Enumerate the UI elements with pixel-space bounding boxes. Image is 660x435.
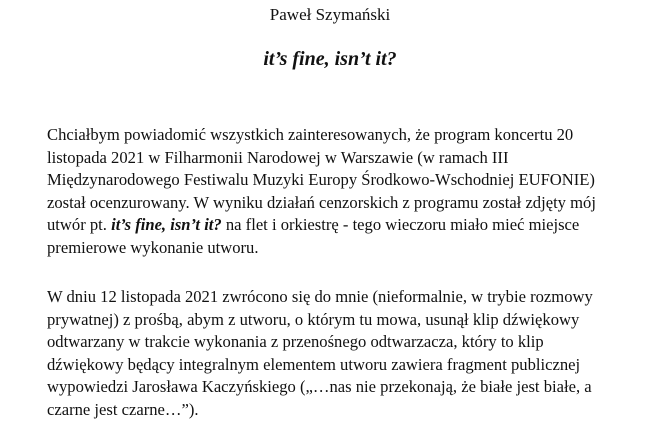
work-title: it’s fine, isn’t it? — [263, 48, 397, 70]
inline-work-title: it’s fine, isn’t it? — [111, 215, 222, 235]
paragraph-line-with-work-title — [47, 214, 647, 237]
paragraph-line: odtwarzany w trakcie wykonania z przenośnego odtwarzacza, który to klip — [47, 332, 544, 352]
author-name: Paweł Szymański — [269, 5, 391, 24]
paragraph-line: został ocenzurowany. W wyniku działań cenzorskich z programu został zdjęty mój — [47, 192, 596, 212]
paragraph-line: Chciałbym powiadomić wszystkich zainteresowanych, że program koncertu 20 — [47, 125, 574, 144]
paragraph-line: listopada 2021 w Filharmonii Narodowej w Warszawie (w ramach III — [47, 147, 509, 167]
paragraph-line: czarne jest czarne…”). — [47, 399, 199, 419]
paragraph-line: W dniu 12 listopada 2021 zwrócono się do mnie (nieformalnie, w trybie rozmowy — [47, 287, 593, 306]
paragraph-line: prywatnej) z prośbą, abym z utworu, o którym tu mowa, usunął klip dźwiękowy — [47, 309, 580, 329]
line-text: na flet i orkiestrę - tego wieczoru miało mieć miejsce — [221, 215, 580, 235]
paragraph-line: wypowiedzi Jarosława Kaczyńskiego („…nas nie przekonają, że białe jest białe, a — [47, 377, 592, 397]
paragraph-line: dźwiękowy będący integralnym elementem utworu zawiera fragment publicznej — [47, 354, 581, 374]
paragraph-details — [47, 286, 647, 422]
paragraph-line: premierowe wykonanie utworu. — [47, 237, 259, 257]
paragraph-announcement — [47, 124, 647, 260]
line-text: utwór pt. — [47, 215, 112, 235]
paragraph-line: Międzynarodowego Festiwalu Muzyki Europy Środkowo-Wschodniej EUFONIE) — [47, 170, 595, 190]
